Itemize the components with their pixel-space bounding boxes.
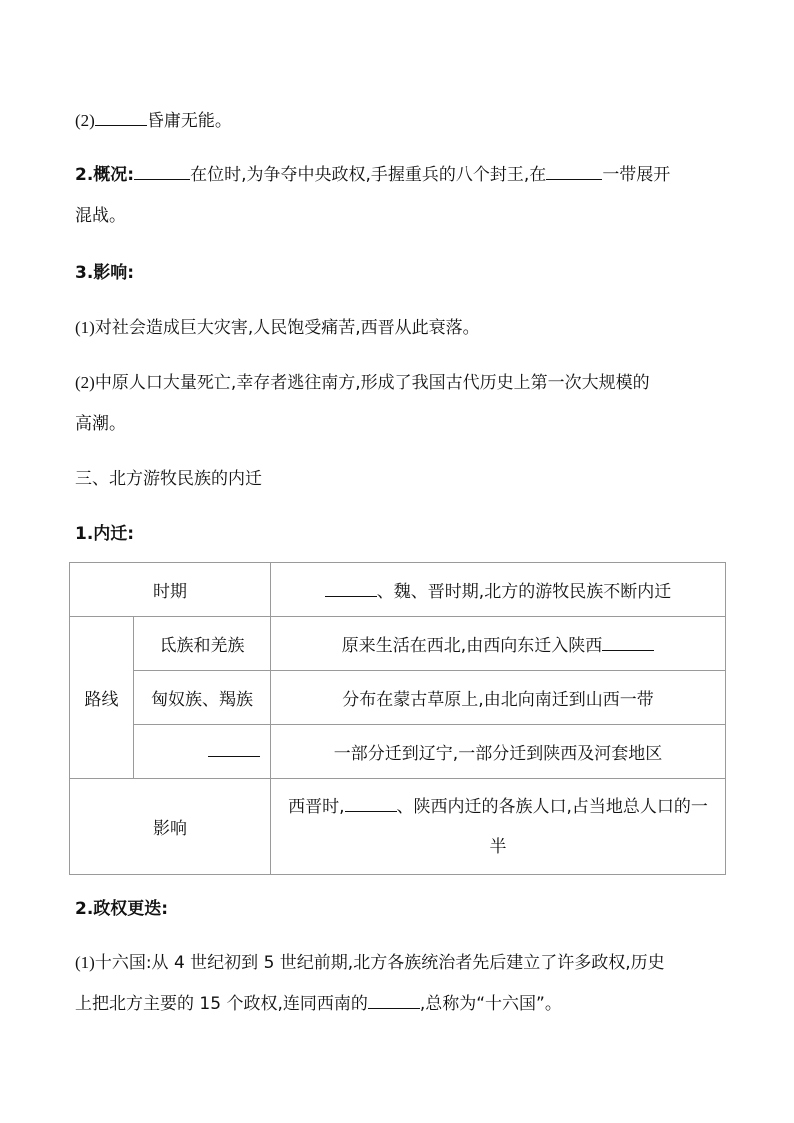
paragraph-item-2-2: (2) 昏庸无能。 (75, 111, 232, 131)
fill-blank[interactable] (546, 165, 602, 180)
table-row (70, 617, 726, 671)
period-cell: 、魏、晋时期,北方的游牧民族不断内迁 (271, 563, 726, 617)
period-label: 时期 (70, 563, 271, 617)
desc-cell: 一部分迁到辽宁,一部分迁到陕西及河套地区 (271, 725, 726, 779)
fill-blank[interactable] (325, 582, 377, 597)
fill-blank[interactable] (134, 165, 190, 180)
table-row (70, 725, 726, 779)
fill-blank[interactable] (345, 797, 397, 812)
paragraph-sixteen: (1)十六国:从 4 世纪初到 5 世纪前期,北方各族统治者先后建立了许多政权,历史 (75, 953, 665, 973)
paragraph-sixteen-cont: 上把北方主要的 15 个政权,连同西南的 ,总称为“十六国”。 (75, 994, 562, 1014)
migration-table (69, 562, 726, 875)
migration-heading: 1.内迁: (75, 524, 135, 544)
group-cell (134, 725, 271, 779)
paragraph-overview: 2.概况: 在位时,为争夺中央政权,手握重兵的八个封王,在 一带展开 (75, 165, 671, 185)
regime-heading: 2.政权更迭: (75, 899, 169, 919)
impact-label: 影响 (70, 779, 271, 875)
table-row (70, 671, 726, 725)
fill-blank[interactable] (368, 994, 420, 1009)
route-label: 路线 (70, 617, 134, 779)
group-cell: 匈奴族、羯族 (134, 671, 271, 725)
impact-heading: 3.影响: (75, 263, 135, 283)
desc-cell: 分布在蒙古草原上,由北向南迁到山西一带 (271, 671, 726, 725)
fill-blank[interactable] (208, 742, 260, 757)
section-title: 三、北方游牧民族的内迁 (75, 469, 262, 489)
table-row (70, 563, 726, 617)
impact-cell: 西晋时, 、陕西内迁的各族人口,占当地总人口的一 半 (271, 779, 726, 875)
paragraph-impact-2-cont: 高潮。 (75, 414, 126, 434)
overview-label: 2.概况: (75, 165, 135, 185)
paragraph-overview-cont: 混战。 (75, 206, 126, 226)
desc-cell: 原来生活在西北,由西向东迁入陕西 (271, 617, 726, 671)
fill-blank[interactable] (95, 111, 147, 126)
paragraph-impact-2: (2)中原人口大量死亡,幸存者逃往南方,形成了我国古代历史上第一次大规模的 (75, 373, 650, 393)
group-cell: 氐族和羌族 (134, 617, 271, 671)
table-row (70, 779, 726, 875)
fill-blank[interactable] (602, 636, 654, 651)
paragraph-impact-1: (1)对社会造成巨大灾害,人民饱受痛苦,西晋从此衰落。 (75, 318, 480, 338)
